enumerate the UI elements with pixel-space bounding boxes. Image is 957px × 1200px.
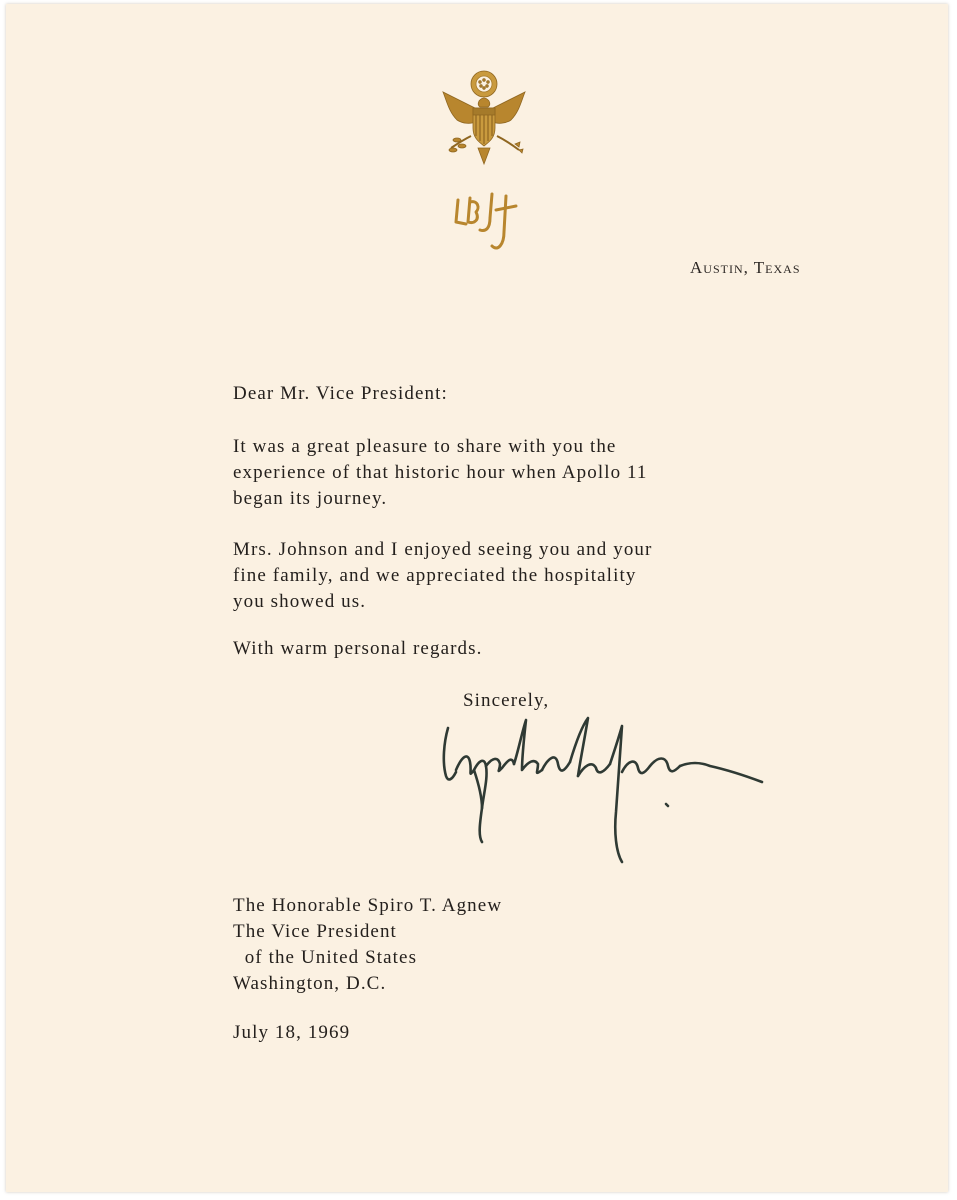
- address-line: Washington, D.C.: [233, 973, 387, 994]
- recipient-address: [233, 893, 502, 997]
- letterhead-location: Austin, Texas: [690, 258, 801, 277]
- letter-date: July 18, 1969: [233, 1022, 351, 1043]
- paragraph-line: It was a great pleasure to share with you the: [233, 436, 617, 457]
- closing: Sincerely,: [463, 690, 550, 711]
- salutation: Dear Mr. Vice President:: [233, 383, 448, 404]
- lbj-monogram-icon: [452, 188, 526, 258]
- letter-sheet: [6, 4, 948, 1192]
- paragraph-line: fine family, and we appreciated the hospitality: [233, 565, 637, 586]
- paragraph-2: [233, 537, 652, 615]
- paragraph-3: [233, 636, 482, 662]
- paragraph-1: [233, 434, 648, 512]
- paragraph-line: you showed us.: [233, 591, 367, 612]
- paragraph-line: began its journey.: [233, 488, 388, 509]
- paragraph-line: Mrs. Johnson and I enjoyed seeing you and your: [233, 539, 653, 560]
- presidential-seal-icon: [435, 68, 533, 172]
- paragraph-line: experience of that historic hour when Apollo 11: [233, 462, 648, 483]
- address-line: The Honorable Spiro T. Agnew: [233, 895, 503, 916]
- paragraph-line: With warm personal regards.: [233, 638, 483, 659]
- address-line: of the United States: [233, 947, 418, 968]
- handwritten-signature: [438, 712, 770, 872]
- address-line: The Vice President: [233, 921, 397, 942]
